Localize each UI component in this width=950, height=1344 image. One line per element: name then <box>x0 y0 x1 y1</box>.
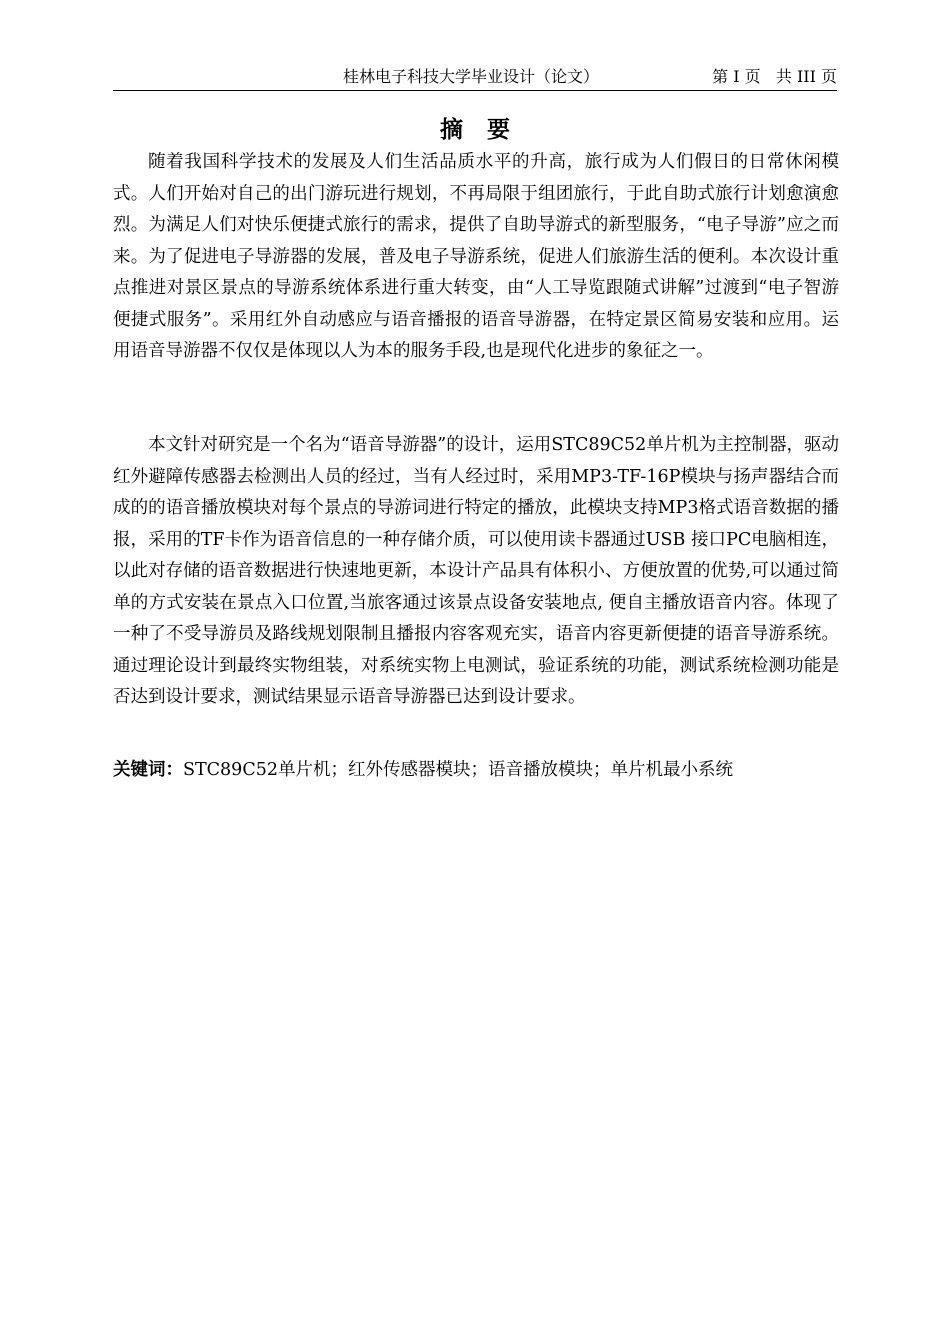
keywords-list: STC89C52单片机；红外传感器模块；语音播放模块；单片机最小系统 <box>183 760 733 780</box>
paragraph-text: 随着我国科学技术的发展及人们生活品质水平的升高，旅行成为人们假日的日常休闲模式。人们开始对自己的出门游玩进行规划，不再局限于组团旅行，于此自助式旅行计划愈演愈烈。为满足人们对快乐便捷式旅行的需求，提供了自助导游式的新型服务，“电子导游”应之而来。为了促进电子导游器的发展，普及电子导游系统，促进人们旅游生活的便利。本次设计重点推进对景区景点的导游系统体系进行重大转变，由“人工导览跟随式讲解”过渡到“电子智游便捷式服务”。采用红外自动感应与语音播报的语音导游器，在特定景区简易安装和应用。运用语音导游器不仅仅是体现以人为本的服务手段,也是现代化进步的象征之一。 <box>113 152 839 361</box>
header-title: 桂林电子科技大学毕业设计（论文） <box>343 67 600 86</box>
header-page-info <box>712 64 837 90</box>
keywords-line <box>113 755 839 787</box>
paragraph-text: 本文针对研究是一个名为“语音导游器”的设计，运用STC89C52单片机为主控制器，驱动红外避障传感器去检测出人员的经过，当有人经过时，采用MP3-TF-16P模块与扬声器结合而成的的语音播放模块对每个景点的导游词进行特定的播放，此模块支持MP3格式语音数据的播报，采用的TF卡作为语音信息的一种存储介质，可以使用读卡器通过USB 接口PC电脑相连，以此对存储的语音数据进行快速地更新，本设计产品具有体积小、方便放置的优势,可以通过简单的方式安装在景点入口位置,当旅客通过该景点设备安装地点, 便自主播放语音内容。体现了一种了不受导游员及路线规划限制且播报内容客观充实，语音内容更新便捷的语音导游系统。通过理论设计到最终实物组装，对系统实物上电测试，验证系统的功能，测试系统检测功能是否达到设计要求，测试结果显示语音导游器已达到设计要求。 <box>113 435 839 707</box>
abstract-paragraph-1 <box>113 147 839 368</box>
abstract-paragraph-2 <box>113 430 839 714</box>
page-number-text: 第 I 页 共 III 页 <box>712 67 837 86</box>
keywords-label: 关键词： <box>113 760 183 780</box>
running-header <box>113 64 837 91</box>
abstract-heading: 摘要 <box>440 117 534 143</box>
